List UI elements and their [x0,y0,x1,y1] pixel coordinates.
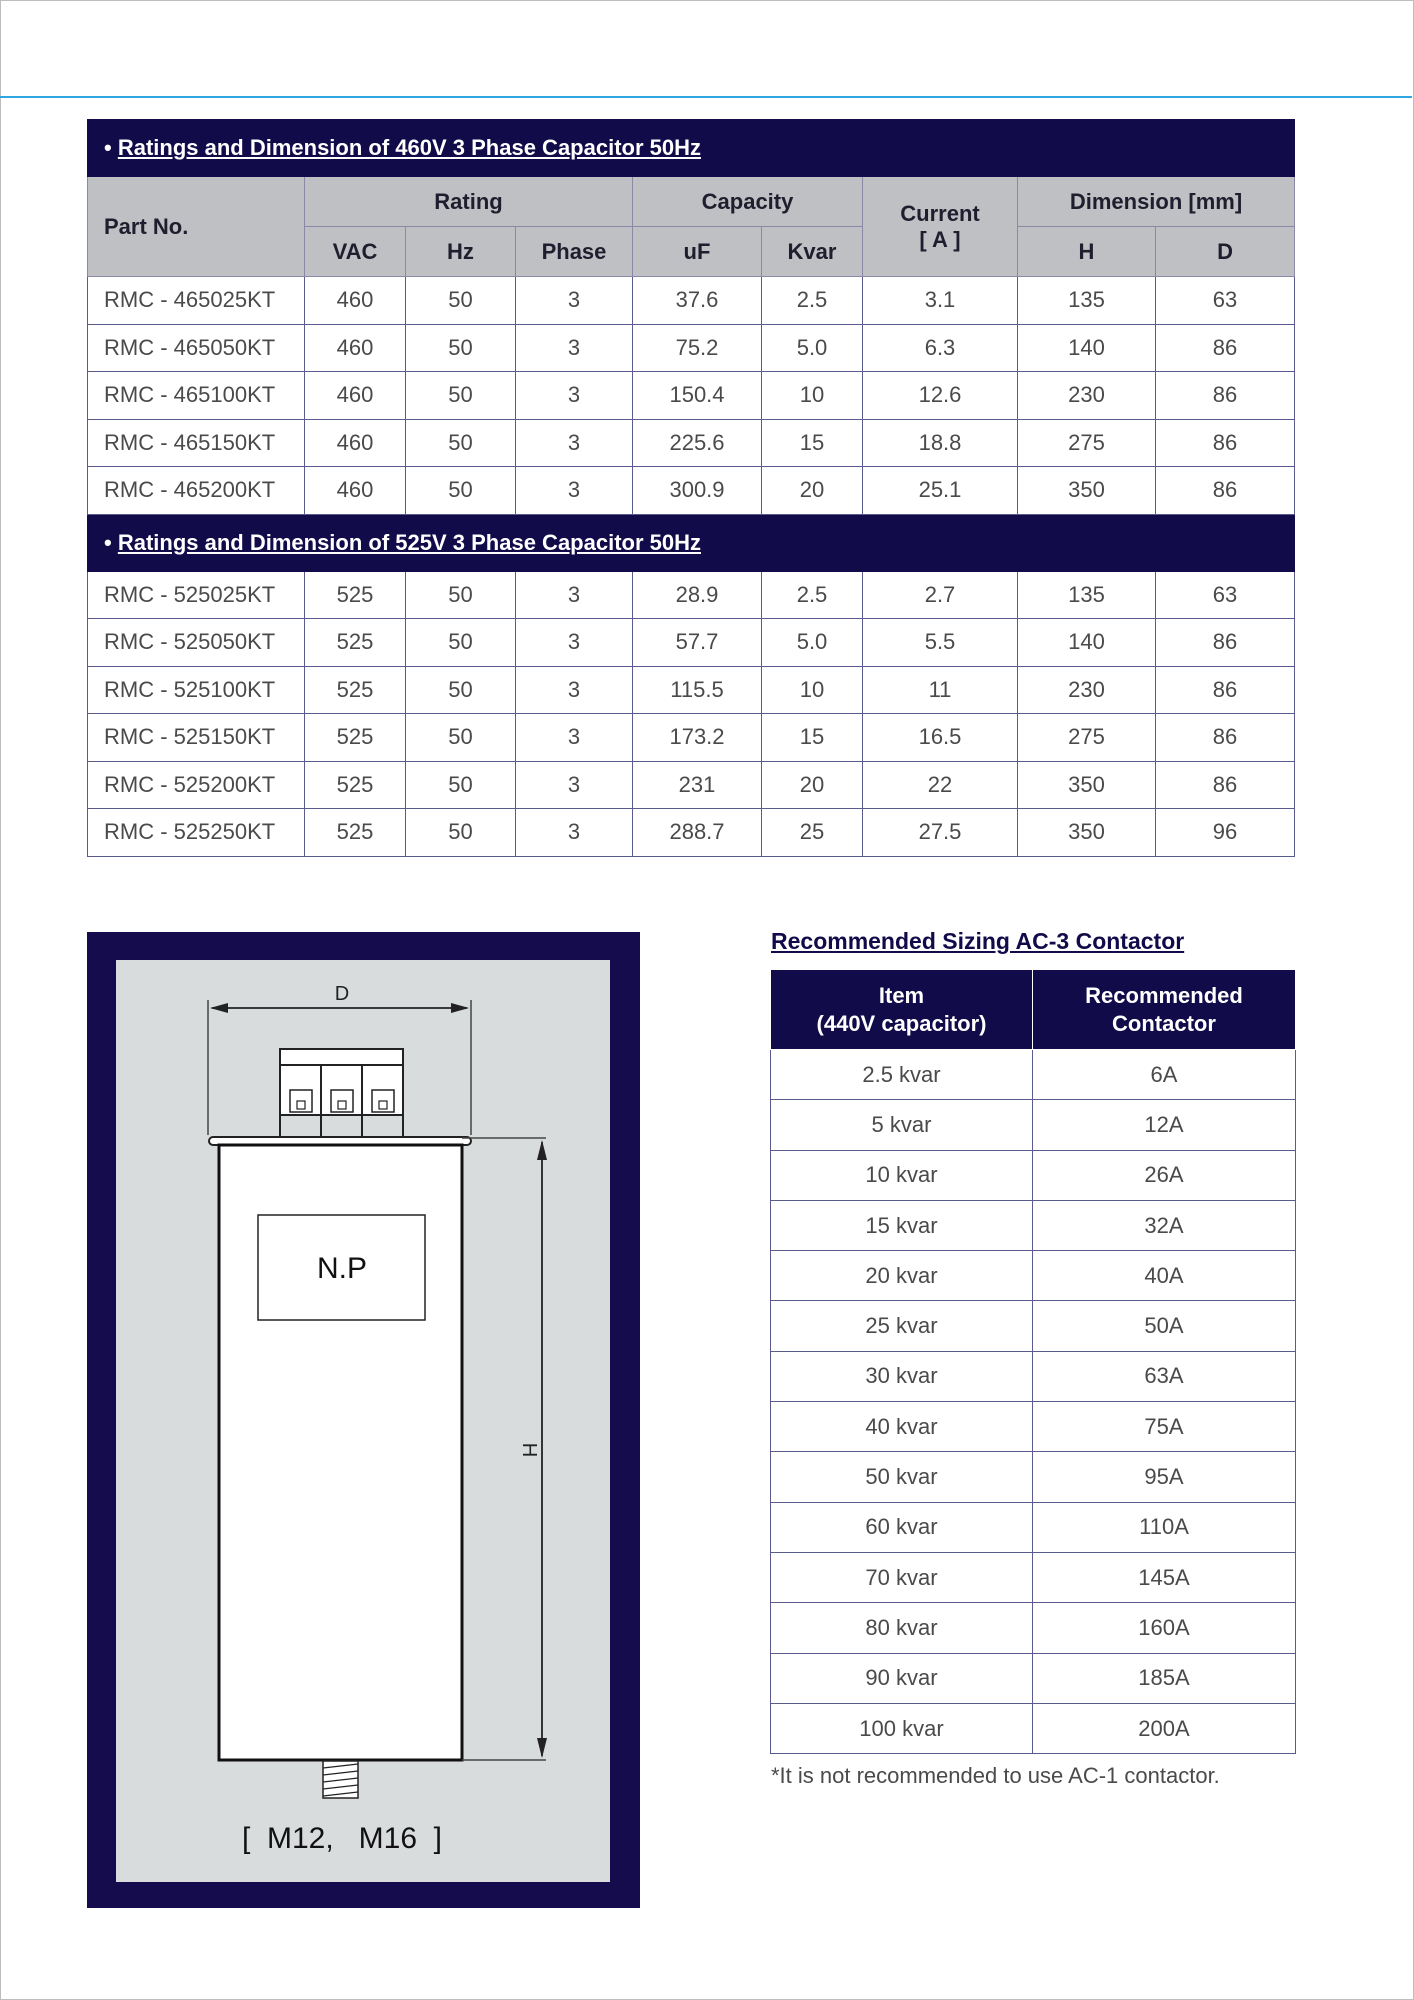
table-cell: RMC - 525100KT [88,666,305,714]
section-460v-title-row [88,120,1295,177]
table-cell: 10 kvar [771,1150,1033,1200]
table-cell: 25.1 [863,467,1018,515]
table-cell: 50 kvar [771,1452,1033,1502]
table-cell: 86 [1156,324,1295,372]
table-row [88,467,1295,515]
header-uf: uF [633,227,762,277]
table-cell: 525 [305,571,406,619]
table-cell: 3 [516,714,633,762]
table-cell: 50 [406,714,516,762]
table-cell: 350 [1018,761,1156,809]
table-cell: 20 kvar [771,1251,1033,1301]
table-row [88,324,1295,372]
header-phase: Phase [516,227,633,277]
bullet: • [104,529,112,555]
table-row [88,666,1295,714]
table-cell: 115.5 [633,666,762,714]
table-cell: 185A [1033,1653,1296,1703]
table-cell: 3 [516,324,633,372]
table-cell: 40A [1033,1251,1296,1301]
table-cell: 86 [1156,714,1295,762]
contactor-note: *It is not recommended to use AC-1 contactor. [771,1763,1220,1788]
bullet: • [104,135,112,160]
table-row [771,1050,1296,1100]
header-h: H [1018,227,1156,277]
table-cell: 3 [516,619,633,667]
table-cell: 20 [762,467,863,515]
table-cell: 2.5 kvar [771,1050,1033,1100]
table-cell: 230 [1018,372,1156,420]
table-row [88,714,1295,762]
table-cell: 150.4 [633,372,762,420]
table-cell: RMC - 465025KT [88,277,305,325]
table-row [771,1150,1296,1200]
table-cell: RMC - 525200KT [88,761,305,809]
table-cell: 100 kvar [771,1703,1033,1753]
table-cell: RMC - 465050KT [88,324,305,372]
table-cell: 50 [406,761,516,809]
table-cell: 70 kvar [771,1552,1033,1602]
table-cell: 110A [1033,1502,1296,1552]
table-cell: 350 [1018,809,1156,857]
table-cell: RMC - 465200KT [88,467,305,515]
table-cell: 230 [1018,666,1156,714]
table-cell: 3 [516,277,633,325]
table-row [88,809,1295,857]
table-cell: RMC - 525050KT [88,619,305,667]
table-cell: 50 [406,666,516,714]
table-cell: 6.3 [863,324,1018,372]
section-460v-title-text: Ratings and Dimension of 460V 3 Phase Capacitor 50Hz [117,135,701,160]
table-cell: 86 [1156,619,1295,667]
header-d: D [1156,227,1295,277]
table-cell: 86 [1156,761,1295,809]
table-row [771,1301,1296,1351]
table-cell: 525 [305,761,406,809]
header-current-line1: Current [900,200,980,226]
header-vac: VAC [305,227,406,277]
table-cell: 231 [633,761,762,809]
table-row [88,761,1295,809]
table-row [771,1502,1296,1552]
table-cell: 5.5 [863,619,1018,667]
header-rule [0,96,1412,98]
table-cell: 15 kvar [771,1200,1033,1250]
table-row [88,619,1295,667]
table-cell: 525 [305,809,406,857]
table-cell: 10 [762,372,863,420]
table-cell: 275 [1018,714,1156,762]
table-cell: 300.9 [633,467,762,515]
table-cell: 12.6 [863,372,1018,420]
table-row [771,1452,1296,1502]
table-cell: 145A [1033,1552,1296,1602]
table-cell: 50 [406,619,516,667]
capacitor-outline-drawing [116,960,610,1882]
table-cell: 86 [1156,666,1295,714]
table-row [771,1351,1296,1401]
table-cell: 350 [1018,467,1156,515]
table-cell: 525 [305,714,406,762]
table-cell: 160A [1033,1603,1296,1653]
table-cell: 25 kvar [771,1301,1033,1351]
section-525v-rows [88,571,1295,856]
table-cell: 12A [1033,1100,1296,1150]
table-cell: 3 [516,467,633,515]
table-cell: RMC - 525150KT [88,714,305,762]
header-row-1 [88,177,1295,227]
table-row [771,1100,1296,1150]
table-cell: 50 [406,419,516,467]
table-row [771,1603,1296,1653]
table-cell: 50 [406,372,516,420]
header-kvar: Kvar [762,227,863,277]
table-cell: 135 [1018,277,1156,325]
contactor-header-rec-line2: Contactor [1112,1010,1216,1036]
table-cell: 18.8 [863,419,1018,467]
table-cell: 2.5 [762,571,863,619]
table-cell: 135 [1018,571,1156,619]
table-cell: 32A [1033,1200,1296,1250]
table-cell: 90 kvar [771,1653,1033,1703]
ratings-table [87,119,1295,857]
table-cell: 2.5 [762,277,863,325]
table-row [88,277,1295,325]
table-cell: 25 [762,809,863,857]
table-cell: 40 kvar [771,1402,1033,1452]
table-cell: 50A [1033,1301,1296,1351]
contactor-table [770,969,1296,1754]
table-cell: 16.5 [863,714,1018,762]
table-cell: 86 [1156,372,1295,420]
table-cell: 75A [1033,1402,1296,1452]
table-cell: 5.0 [762,619,863,667]
dimension-d-label: D [334,983,350,1005]
header-part-no: Part No. [88,177,305,277]
table-cell: 460 [305,277,406,325]
table-cell: 140 [1018,619,1156,667]
contactor-header-item [771,970,1033,1050]
table-row [771,1251,1296,1301]
table-cell: 50 [406,277,516,325]
table-cell: 140 [1018,324,1156,372]
section-525v-title-row [88,514,1295,571]
table-cell: 11 [863,666,1018,714]
dimension-h-label: H [518,1442,540,1458]
table-cell: 275 [1018,419,1156,467]
table-cell: 26A [1033,1150,1296,1200]
table-cell: 5.0 [762,324,863,372]
table-cell: 3.1 [863,277,1018,325]
table-cell: 3 [516,809,633,857]
table-cell: 86 [1156,467,1295,515]
table-cell: 95A [1033,1452,1296,1502]
table-row [88,571,1295,619]
capacitor-drawing-frame [87,932,640,1908]
table-cell: RMC - 525250KT [88,809,305,857]
table-cell: 173.2 [633,714,762,762]
table-cell: 225.6 [633,419,762,467]
section-460v-rows [88,277,1295,515]
table-cell: 60 kvar [771,1502,1033,1552]
section-525v-title [88,514,1295,571]
header-rating: Rating [305,177,633,227]
header-current-line2: [ A ] [919,226,961,252]
table-cell: 15 [762,714,863,762]
table-cell: 27.5 [863,809,1018,857]
table-row [88,372,1295,420]
table-cell: 15 [762,419,863,467]
table-row [771,1552,1296,1602]
table-cell: 3 [516,761,633,809]
table-row [771,1703,1296,1753]
contactor-header-recommended [1033,970,1296,1050]
table-cell: 460 [305,372,406,420]
table-cell: 3 [516,666,633,714]
contactor-title: Recommended Sizing AC-3 Contactor [771,928,1185,954]
table-cell: 288.7 [633,809,762,857]
table-cell: 28.9 [633,571,762,619]
contactor-header-row [771,970,1296,1050]
table-cell: 50 [406,809,516,857]
table-cell: 6A [1033,1050,1296,1100]
section-525v-title-text: Ratings and Dimension of 525V 3 Phase Capacitor 50Hz [117,529,701,555]
contactor-rows [771,1050,1296,1754]
table-cell: 63A [1033,1351,1296,1401]
table-cell: 57.7 [633,619,762,667]
table-cell: 460 [305,419,406,467]
contactor-header-item-line2: (440V capacitor) [816,1010,987,1036]
table-cell: 50 [406,324,516,372]
table-cell: 63 [1156,571,1295,619]
table-cell: 3 [516,419,633,467]
table-cell: 525 [305,666,406,714]
contactor-header-rec-line1: Recommended [1085,982,1243,1008]
table-cell: 460 [305,324,406,372]
table-cell: 63 [1156,277,1295,325]
table-cell: 75.2 [633,324,762,372]
table-cell: 30 kvar [771,1351,1033,1401]
table-cell: 22 [863,761,1018,809]
table-cell: 80 kvar [771,1603,1033,1653]
header-current [863,177,1018,277]
table-cell: 3 [516,571,633,619]
table-cell: 200A [1033,1703,1296,1753]
table-row [771,1200,1296,1250]
table-cell: 5 kvar [771,1100,1033,1150]
header-dimension: Dimension [mm] [1018,177,1295,227]
table-cell: 2.7 [863,571,1018,619]
table-cell: 460 [305,467,406,515]
table-cell: 86 [1156,419,1295,467]
table-cell: 96 [1156,809,1295,857]
table-cell: 10 [762,666,863,714]
table-cell: 20 [762,761,863,809]
contactor-header-item-line1: Item [878,982,925,1008]
bolt-size-label: [ M12, M16 ] [241,1822,443,1855]
table-cell: 50 [406,571,516,619]
nameplate-label: N.P [316,1252,368,1285]
section-460v-title [88,120,1295,177]
table-cell: 3 [516,372,633,420]
table-cell: RMC - 465150KT [88,419,305,467]
header-hz: Hz [406,227,516,277]
table-cell: RMC - 525025KT [88,571,305,619]
table-row [771,1653,1296,1703]
table-row [88,419,1295,467]
header-capacity: Capacity [633,177,863,227]
capacitor-drawing [116,960,610,1882]
table-cell: 50 [406,467,516,515]
table-cell: 525 [305,619,406,667]
table-cell: 37.6 [633,277,762,325]
table-row [771,1402,1296,1452]
table-cell: RMC - 465100KT [88,372,305,420]
